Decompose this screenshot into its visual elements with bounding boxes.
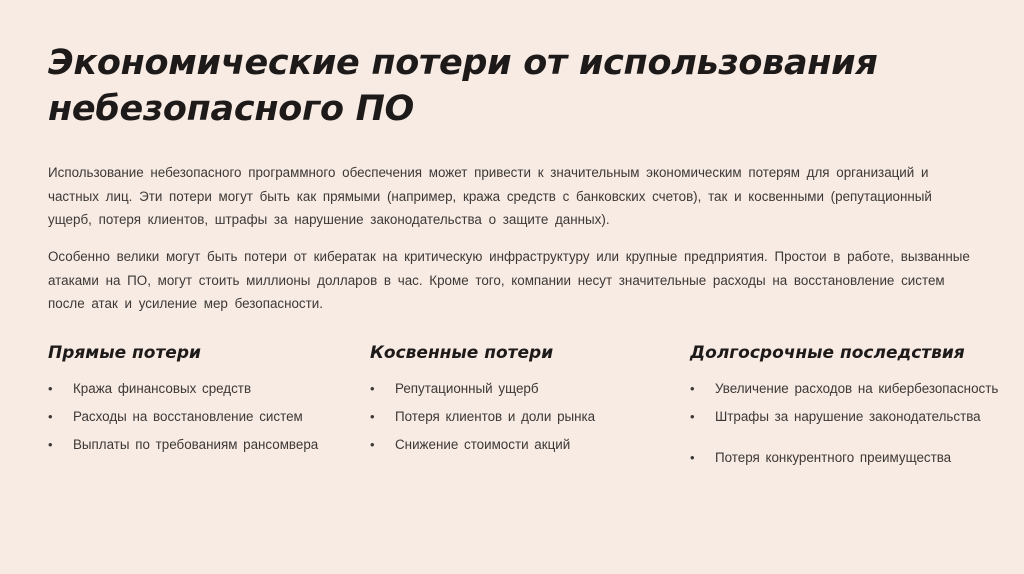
list-item-text: Выплаты по требованиям рансомвера — [73, 437, 319, 452]
slide-title: Экономические потери от использования небезопасного ПО — [48, 43, 878, 129]
list-item-text: Репутационный ущерб — [395, 381, 539, 396]
direct-losses-column — [48, 341, 348, 461]
bullet-icon: • — [48, 381, 53, 396]
bullet-list — [690, 377, 1000, 469]
list-item — [48, 405, 348, 428]
bullet-icon: • — [48, 409, 53, 424]
list-item — [370, 433, 670, 456]
bullet-icon: • — [690, 450, 695, 465]
column-heading: Прямые потери — [48, 343, 201, 363]
column-heading: Долгосрочные последствия — [690, 343, 965, 363]
list-item — [48, 433, 348, 456]
long-term-consequences-column — [690, 341, 1000, 474]
bullet-list — [370, 377, 670, 456]
list-item-text: Потеря клиентов и доли рынка — [395, 409, 596, 424]
list-item-text: Расходы на восстановление систем — [73, 409, 303, 424]
list-item-text: Кража финансовых средств — [73, 381, 252, 396]
list-item — [48, 377, 348, 400]
indirect-losses-column — [370, 341, 670, 461]
bullet-icon: • — [370, 381, 375, 396]
list-item-text: Увеличение расходов на кибербезопасность — [715, 381, 999, 396]
bullet-icon: • — [690, 381, 695, 396]
list-item — [690, 377, 1000, 400]
bullet-icon: • — [48, 437, 53, 452]
intro-paragraph: Использование небезопасного программного обеспечения может привести к значительным экономическим потерям для организаций и частных лиц. Эти потери могут быть как прямыми (например, кража средств с банковских счетов), так и косвенными (репутационный ущерб, потеря клиентов, штрафы за нарушение законодательства о защите данных). — [48, 165, 932, 227]
list-item-text: Снижение стоимости акций — [395, 437, 571, 452]
bullet-icon: • — [370, 409, 375, 424]
list-item-text: Штрафы за нарушение законодательства — [715, 409, 981, 424]
list-item — [370, 405, 670, 428]
list-item — [690, 405, 1000, 428]
bullet-icon: • — [370, 437, 375, 452]
column-heading: Косвенные потери — [370, 343, 554, 363]
impact-paragraph: Особенно велики могут быть потери от кибератак на критическую инфраструктуру или крупные предприятия. Простои в работе, вызванные атаками на ПО, могут стоить миллионы долларов в час. Кроме того, компании несут значительные расходы на восстановление систем после атак и усиление мер безопасности. — [48, 249, 970, 311]
bullet-list — [48, 377, 348, 456]
list-item — [690, 446, 1000, 469]
bullet-icon: • — [690, 409, 695, 424]
list-item — [370, 377, 670, 400]
list-item-text: Потеря конкурентного преимущества — [715, 450, 952, 465]
